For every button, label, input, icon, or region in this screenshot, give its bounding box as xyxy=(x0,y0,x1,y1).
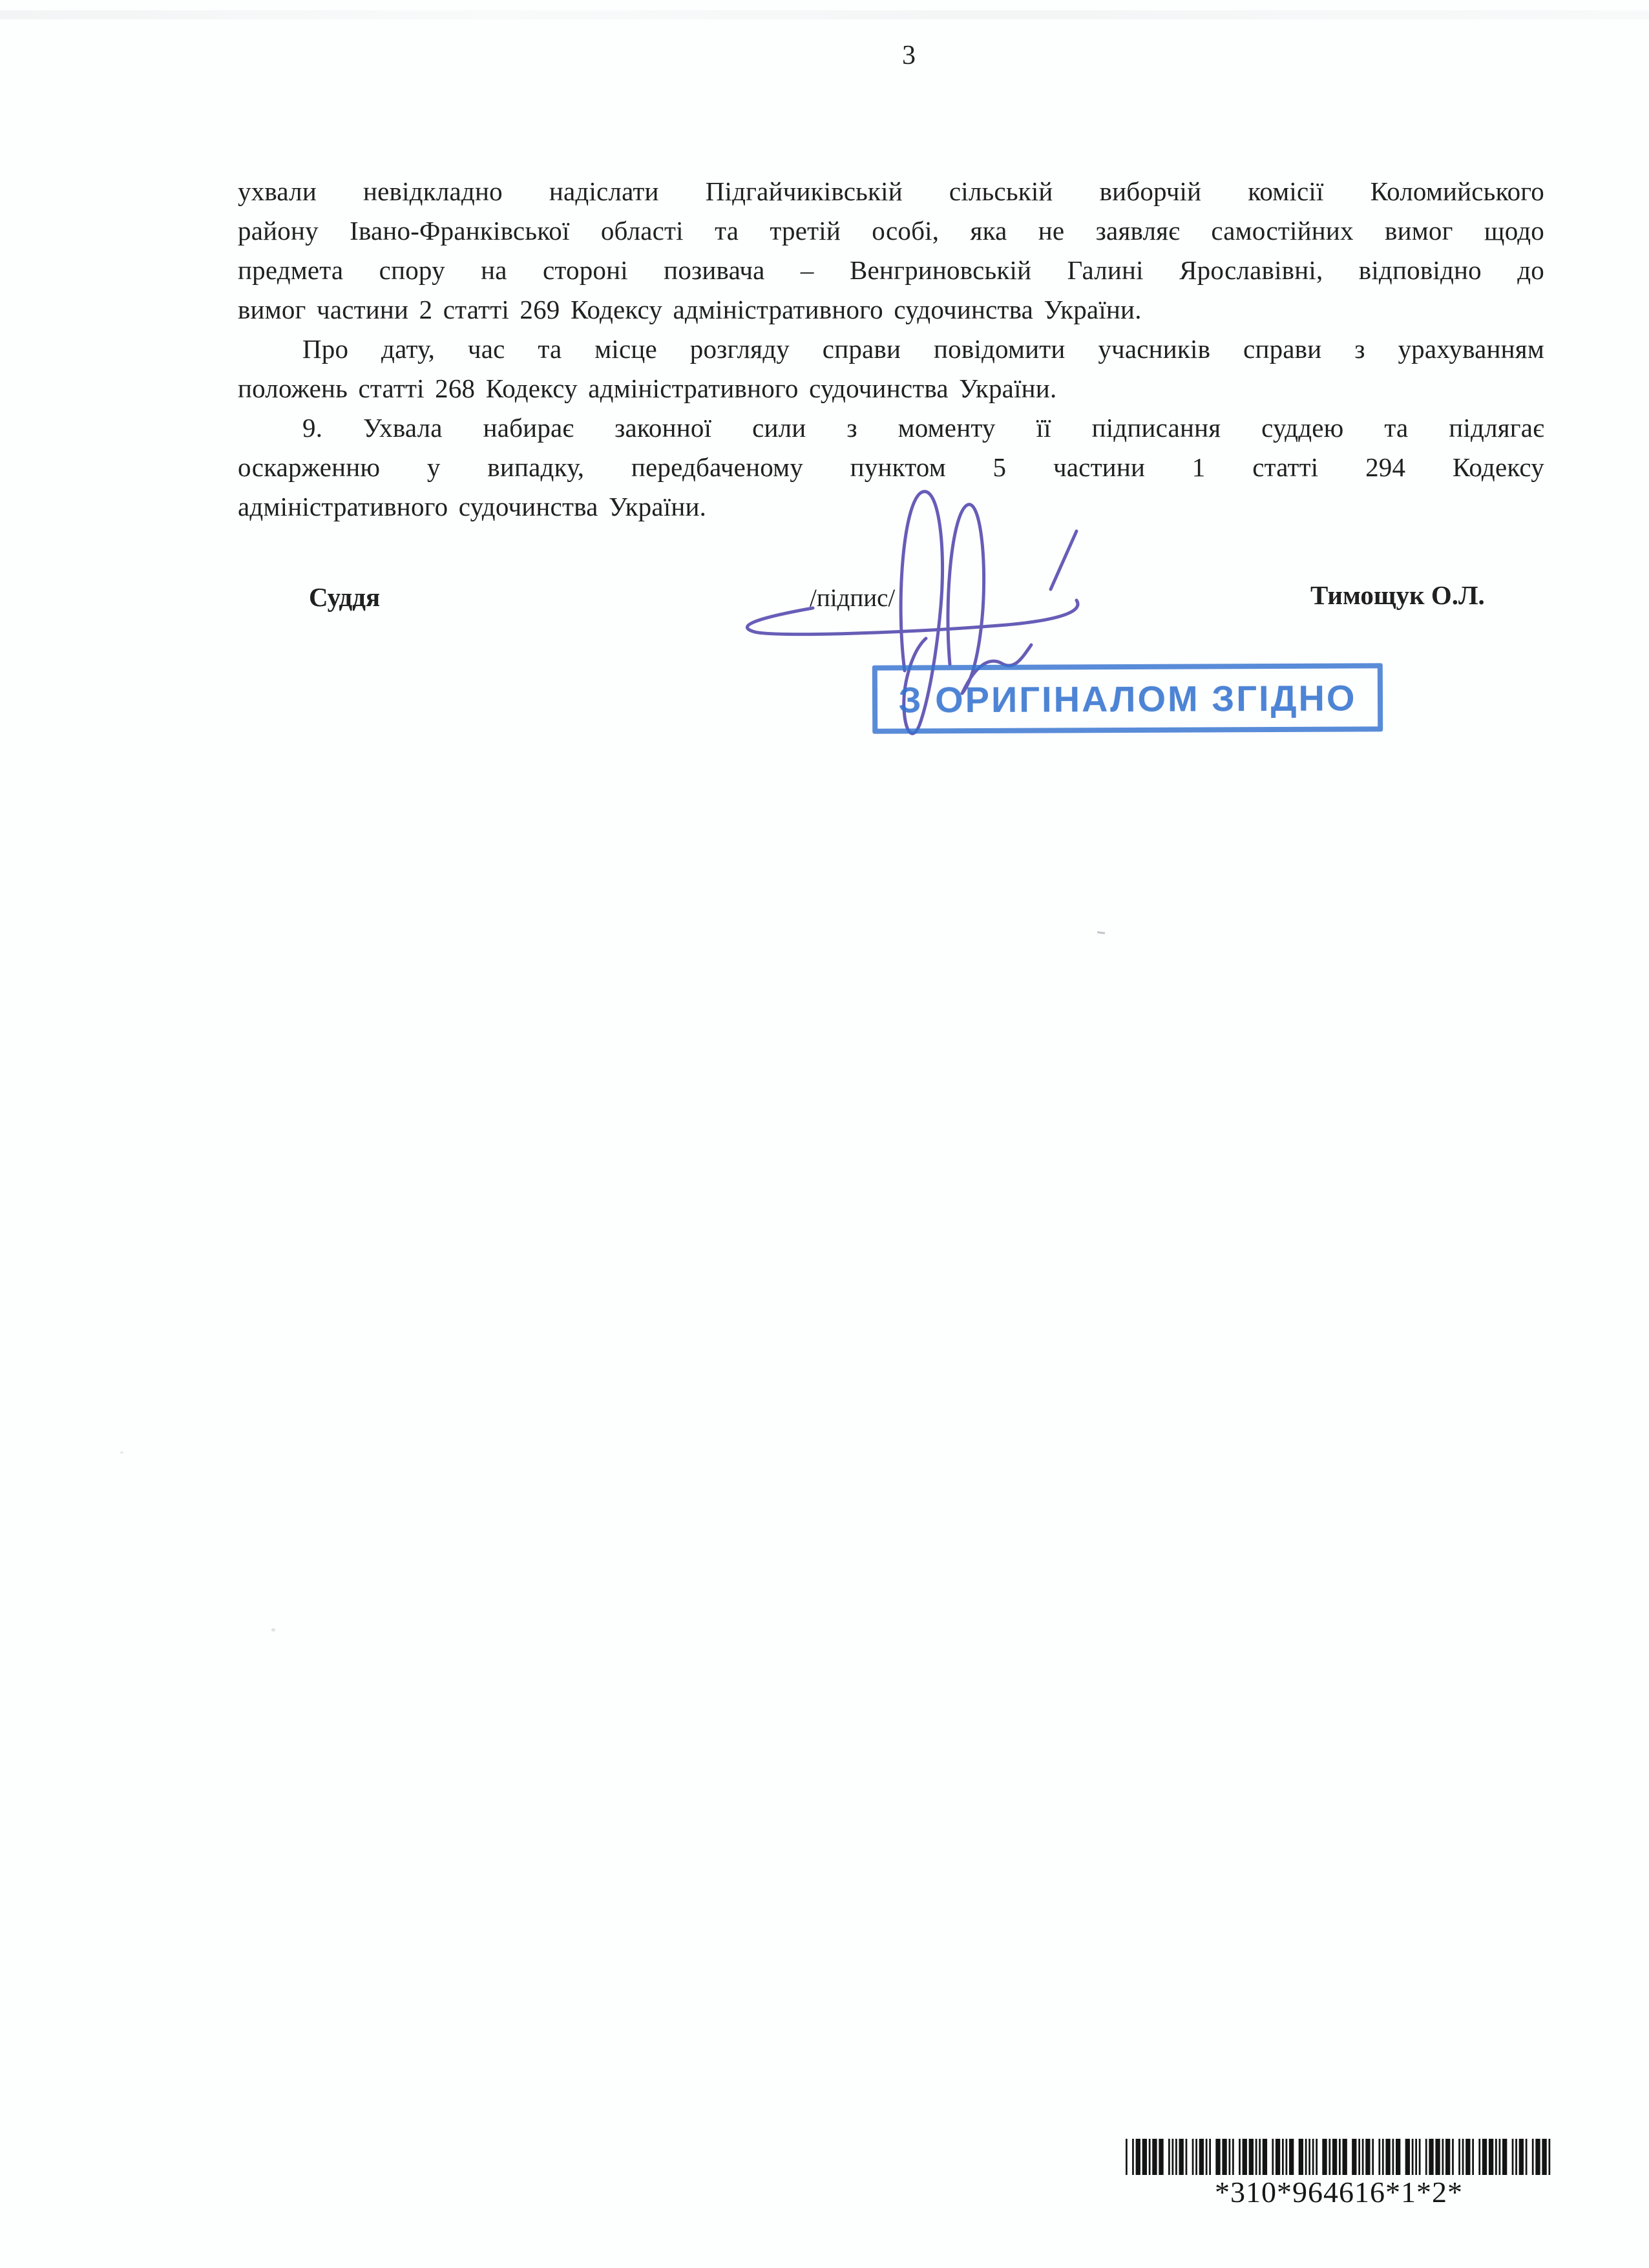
certification-stamp-text: З ОРИГІНАЛОМ ЗГІДНО xyxy=(898,677,1357,720)
body-line: предмета спору на стороні позивача – Венгриновській Галині Ярославівні, відповідно до xyxy=(238,255,1544,285)
barcode-label: *310*964616*1*2* xyxy=(1215,2176,1463,2209)
page-number: 3 xyxy=(902,41,916,70)
signature-placeholder-text: /підпис/ xyxy=(810,584,896,612)
barcode xyxy=(1126,2139,1552,2175)
body-line: району Івано-Франківської області та третій особі, яка не заявляє самостійних вимог щодо xyxy=(238,216,1544,246)
certification-stamp xyxy=(872,663,1383,733)
body-line: адміністративного судочинства України. xyxy=(238,492,707,521)
judge-name: Тимощук О.Л. xyxy=(1310,580,1485,610)
judge-label: Суддя xyxy=(309,582,381,612)
scan-artifact xyxy=(1097,931,1105,934)
scan-artifact xyxy=(271,1628,275,1632)
scan-artifact xyxy=(120,1451,123,1454)
body-line: 9. Ухвала набирає законної сили з моменту її підписання суддею та підлягає xyxy=(302,413,1544,443)
body-line: вимог частини 2 статті 269 Кодексу адміністративного судочинства України. xyxy=(238,295,1142,324)
scan-artifact-band xyxy=(0,10,1649,19)
body-line: ухвали невідкладно надіслати Підгайчиківській сільській виборчій комісії Коломийського xyxy=(238,176,1544,206)
body-line: оскарженню у випадку, передбаченому пунктом 5 частини 1 статті 294 Кодексу xyxy=(238,452,1544,482)
body-line: Про дату, час та місце розгляду справи повідомити учасників справи з урахуванням xyxy=(302,334,1544,364)
barcode-block xyxy=(1126,2139,1552,2209)
body-line: положень статті 268 Кодексу адміністративного судочинства України. xyxy=(238,373,1057,403)
